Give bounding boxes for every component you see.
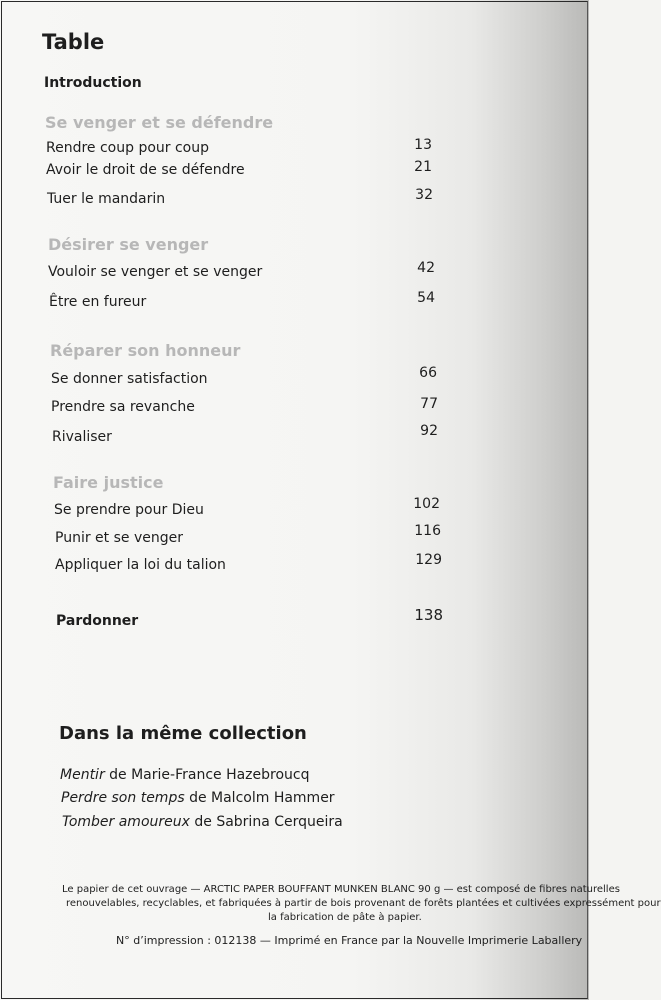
toc-entry: Vouloir se venger et se venger [48, 264, 263, 280]
footer-paper-note-line1: Le papier de cet ouvrage — ARCTIC PAPER BOUFFANT MUNKEN BLANC 90 g — est composé de fibres naturelles [62, 884, 620, 895]
toc-entry: Se donner satisfaction [51, 371, 208, 387]
section-heading: Réparer son honneur [50, 341, 241, 360]
footer-paper-note-line3: la fabrication de pâte à papier. [268, 912, 422, 923]
toc-entry: Punir et se venger [55, 530, 183, 546]
toc-page-number: 129 [415, 552, 442, 568]
toc-page-number: 13 [414, 137, 432, 153]
toc-page-number: 21 [414, 159, 432, 175]
toc-page-number: 54 [417, 290, 435, 306]
toc-page-number: 116 [414, 523, 441, 539]
page-title: Table [42, 30, 105, 54]
toc-page-number: 92 [420, 423, 438, 439]
footer-paper-note-line2: renouvelables, recyclables, et fabriquées à partir de bois provenant de forêts plantées et cultivées expressément pour [66, 898, 661, 909]
section-heading: Désirer se venger [48, 235, 209, 254]
toc-introduction: Introduction [44, 75, 142, 91]
collection-title: Dans la même collection [59, 723, 307, 744]
collection-item: Mentir de Marie-France Hazebroucq [60, 767, 310, 783]
footer-print-info: N° d’impression : 012138 — Imprimé en France par la Nouvelle Imprimerie Laballery [116, 934, 583, 947]
toc-entry: Prendre sa revanche [51, 399, 195, 415]
toc-entry: Tuer le mandarin [47, 191, 166, 207]
toc-entry: Se prendre pour Dieu [54, 502, 204, 518]
toc-entry: Avoir le droit de se défendre [46, 162, 245, 178]
collection-item: Tomber amoureux de Sabrina Cerqueira [62, 814, 343, 830]
collection-item: Perdre son temps de Malcolm Hammer [61, 790, 335, 806]
toc-page-number: 42 [417, 260, 435, 276]
toc-entry: Appliquer la loi du talion [55, 557, 226, 573]
toc-entry: Rivaliser [52, 429, 112, 445]
toc-entry: Être en fureur [49, 294, 147, 310]
toc-entry: Rendre coup pour coup [46, 140, 210, 156]
toc-final-entry: Pardonner [56, 613, 139, 629]
toc-page-number: 32 [415, 187, 433, 203]
section-heading: Faire justice [53, 473, 164, 492]
toc-page-number: 102 [413, 496, 440, 512]
toc-page-number: 138 [414, 606, 443, 624]
toc-page-number: 77 [420, 396, 438, 412]
toc-page-number: 66 [419, 365, 437, 381]
section-heading: Se venger et se défendre [45, 113, 274, 132]
